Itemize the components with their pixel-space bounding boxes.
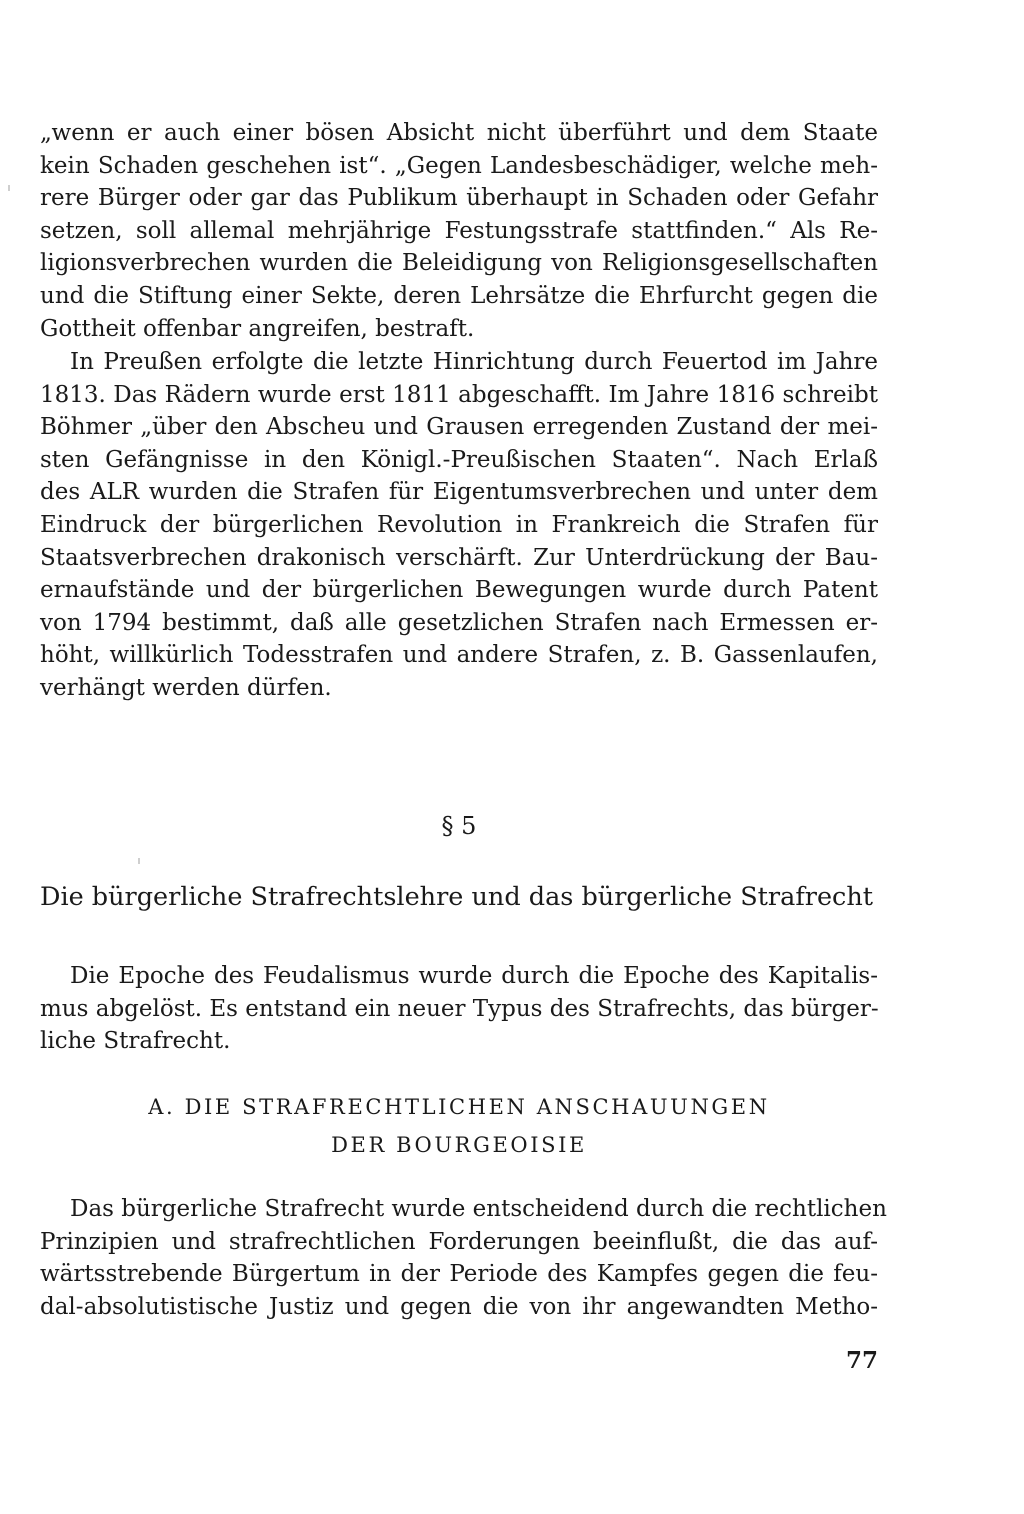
paragraph-bourgeois-law xyxy=(40,1193,887,1323)
text-line: ligionsverbrechen wurden die Beleidigung von Religionsgesellschaften xyxy=(40,250,878,277)
paragraph-prussia xyxy=(40,346,878,705)
text-line: „wenn er auch einer bösen Absicht nicht überführt und dem Staate xyxy=(40,120,878,146)
text-line: dal-absolutistische Justiz und gegen die von ihr angewandten Metho- xyxy=(40,1293,878,1320)
subheading-line-1: A. DIE STRAFRECHTLICHEN ANSCHAUUNGEN xyxy=(148,1095,770,1119)
text-line: sten Gefängnisse in den Königl.-Preußischen Staaten“. Nach Erlaß xyxy=(40,446,878,473)
text-line: Prinzipien und strafrechtlichen Forderungen beeinflußt, die das auf- xyxy=(40,1228,878,1255)
text-line: liche Strafrecht. xyxy=(40,1028,231,1055)
scan-speck xyxy=(138,858,140,864)
section-title: Die bürgerliche Strafrechtslehre und das bürgerliche Strafrecht xyxy=(40,882,873,912)
text-line: und die Stiftung einer Sekte, deren Lehrsätze die Ehrfurcht gegen die xyxy=(40,282,878,309)
paragraph-continuation xyxy=(40,117,878,345)
text-line: höht, willkürlich Todesstrafen und andere Strafen, z. B. Gassenlaufen, xyxy=(40,642,878,669)
paragraph-epoch xyxy=(40,960,878,1058)
text-line: des ALR wurden die Strafen für Eigentumsverbrechen und unter dem xyxy=(40,479,878,506)
text-line: 1813. Das Rädern wurde erst 1811 abgeschafft. Im Jahre 1816 schreibt xyxy=(40,381,878,408)
scan-speck xyxy=(8,185,10,191)
text-line: rere Bürger oder gar das Publikum überhaupt in Schaden oder Gefahr xyxy=(40,185,878,212)
subheading-line-2: DER BOURGEOISIE xyxy=(331,1133,587,1157)
text-line: kein Schaden geschehen ist“. „Gegen Landesbeschädiger, welche meh- xyxy=(40,152,878,179)
text-line: mus abgelöst. Es entstand ein neuer Typus des Strafrechts, das bürger- xyxy=(40,995,879,1022)
text-line: Das bürgerliche Strafrecht wurde entscheidend durch die rechtlichen xyxy=(70,1196,887,1222)
section-number: § 5 xyxy=(441,812,477,840)
page-number: 77 xyxy=(846,1347,879,1374)
text-line: setzen, soll allemal mehrjährige Festungsstrafe stattfinden.“ Als Re- xyxy=(40,217,878,244)
text-line: In Preußen erfolgte die letzte Hinrichtung durch Feuertod im Jahre xyxy=(70,349,878,375)
text-line: Eindruck der bürgerlichen Revolution in Frankreich die Strafen für xyxy=(40,511,878,538)
text-line: Staatsverbrechen drakonisch verschärft. Zur Unterdrückung der Bau- xyxy=(40,544,878,571)
text-line: wärtsstrebende Bürgertum in der Periode des Kampfes gegen die feu- xyxy=(40,1261,878,1288)
text-line: ernaufstände und der bürgerlichen Bewegungen wurde durch Patent xyxy=(40,577,878,604)
text-line: Gottheit offenbar angreifen, bestraft. xyxy=(40,315,475,342)
text-line: von 1794 bestimmt, daß alle gesetzlichen Strafen nach Ermessen er- xyxy=(40,609,878,636)
text-line: verhängt werden dürfen. xyxy=(40,674,332,701)
text-line: Die Epoche des Feudalismus wurde durch die Epoche des Kapitalis- xyxy=(70,963,878,989)
text-line: Böhmer „über den Abscheu und Grausen erregenden Zustand der mei- xyxy=(40,414,878,441)
